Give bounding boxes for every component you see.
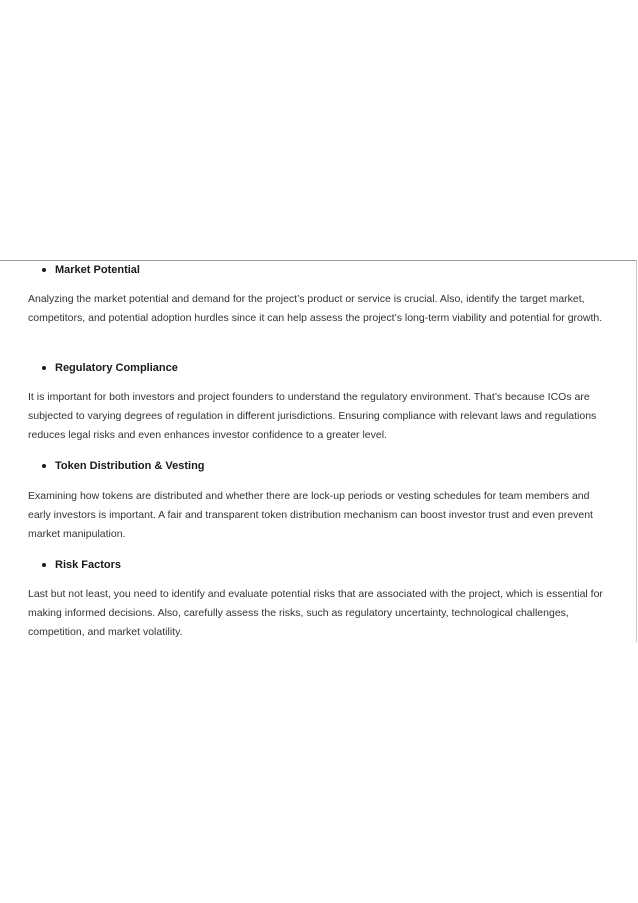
paragraph-regulatory-compliance: It is important for both investors and project founders to understand the regulatory environment. That’s because ICOs are subjected to varying degrees of regulation in different jurisdictions. Ensuring compliance with relevant laws and regulations reduces legal risks and even enhances investor confidence to a greater level.: [28, 391, 597, 441]
bullet-icon: [42, 563, 46, 567]
document-page: [0, 260, 637, 642]
section-heading-token-distribution: [42, 460, 205, 472]
heading-text: Regulatory Compliance: [55, 362, 178, 374]
bullet-icon: [42, 366, 46, 370]
heading-text: Risk Factors: [55, 559, 122, 571]
paragraph-risk-factors: Last but not least, you need to identify and evaluate potential risks that are associated with the project, which is essential for making informed decisions. Also, carefully assess the risks, such as regulatory uncertainty, technological challenges, competition, and market volatility.: [28, 588, 603, 638]
section-heading-risk-factors: [42, 559, 121, 571]
heading-text: Token Distribution & Vesting: [55, 460, 205, 472]
section-heading-market-potential: [42, 264, 140, 276]
paragraph-token-distribution: Examining how tokens are distributed and whether there are lock-up periods or vesting schedules for team members and early investors is important. A fair and transparent token distribution mechanism can boost investor trust and even prevent market manipulation.: [28, 490, 593, 540]
bullet-icon: [42, 464, 46, 468]
heading-text: Market Potential: [55, 264, 140, 276]
bullet-icon: [42, 268, 46, 272]
paragraph-market-potential: Analyzing the market potential and demand for the project’s product or service is crucial. Also, identify the target market, competitors, and potential adoption hurdles since it can help assess the project’s long-term viability and potential for growth.: [28, 293, 603, 324]
section-heading-regulatory-compliance: [42, 362, 178, 374]
